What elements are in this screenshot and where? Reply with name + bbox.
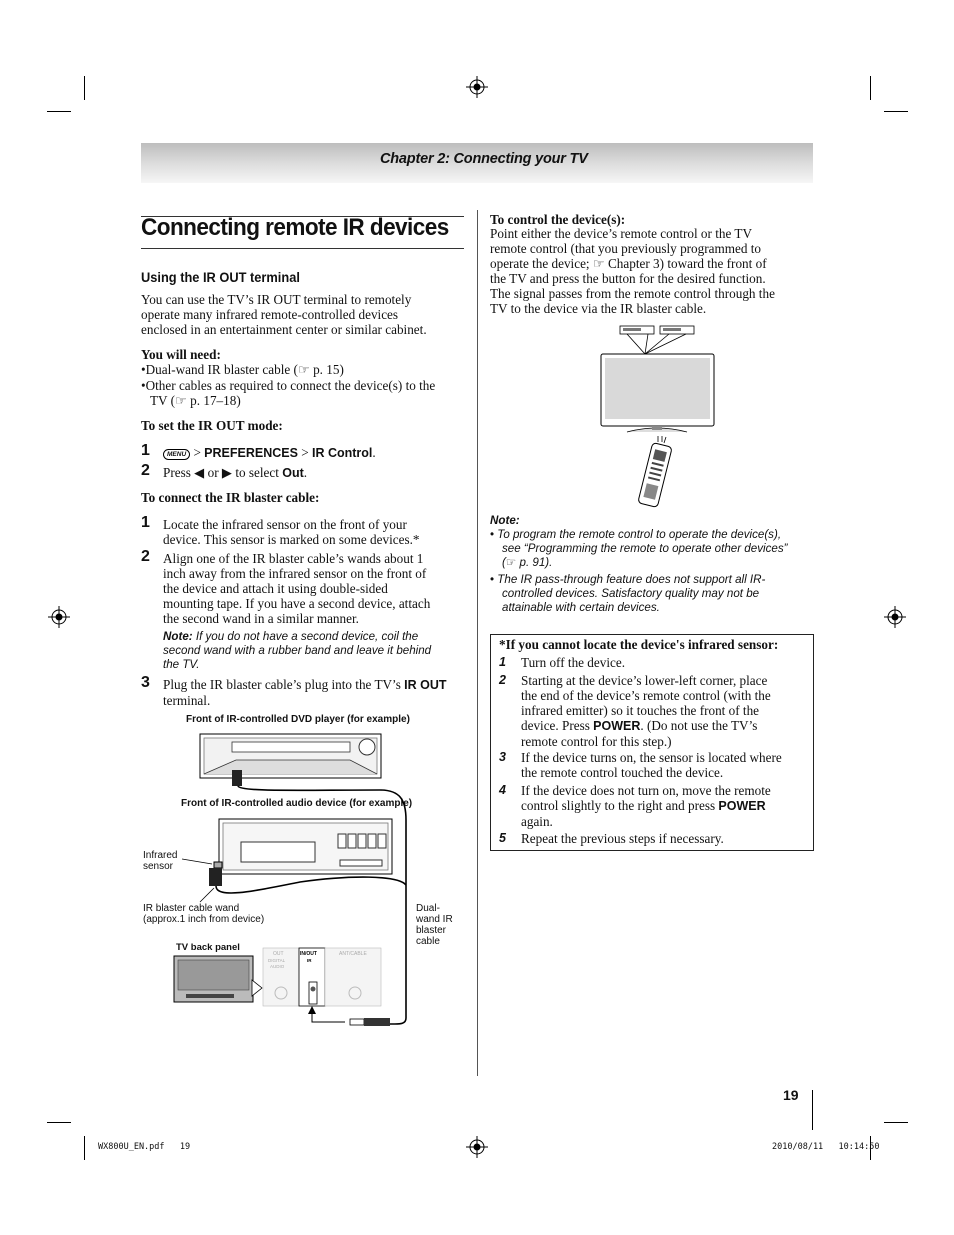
wand-label: IR blaster cable wand (approx.1 inch from device) (143, 903, 265, 925)
intro-paragraph: You can use the TV’s IR OUT terminal to remotely operate many infrared remote-controlled devices enclosed in an entertainment center or similar cabinet. (141, 292, 427, 337)
crop-mark (47, 1122, 71, 1123)
box-step-4: If the device does not turn on, move the remote control slightly to the right and press POWER again. (521, 783, 771, 829)
column-divider (477, 210, 478, 1076)
port-label: ANT/CABLE (339, 951, 367, 957)
set-step-2: Press ◀ or ▶ to select Out. (163, 465, 308, 480)
right-arrow-icon: ▶ (221, 465, 233, 480)
step-number: 1 (141, 514, 150, 531)
step-number: 2 (141, 462, 150, 479)
title-rule-bottom (141, 248, 464, 249)
step-number: 5 (499, 831, 506, 845)
set-step-1: MENU > PREFERENCES > IR Control. (163, 445, 376, 461)
set-heading: To set the IR OUT mode: (141, 418, 283, 433)
crop-mark (884, 111, 908, 112)
ir-wand (209, 868, 222, 886)
chapter-header (141, 143, 813, 183)
connect-step-3: Plug the IR blaster cable’s plug into the TV’s IR OUT terminal. (163, 677, 447, 708)
infrared-sensor-label: Infrared sensor (143, 850, 178, 872)
reference-hand-icon: ☞ (505, 556, 517, 569)
dvd-caption: Front of IR-controlled DVD player (for example) (186, 714, 410, 725)
port-label: OUT (273, 951, 284, 957)
reference-hand-icon: ☞ (592, 256, 605, 271)
connect-heading: To connect the IR blaster cable: (141, 490, 320, 505)
crop-mark (84, 76, 85, 100)
reference-hand-icon: ☞ (297, 362, 310, 377)
port-label: AUDIO (270, 964, 285, 969)
audio-caption: Front of IR-controlled audio device (for example) (181, 798, 413, 809)
connect-step-1: Locate the infrared sensor on the front of your device. This sensor is marked on some devices.* (163, 517, 420, 547)
menu-button-icon: MENU (163, 449, 190, 460)
step-number: 1 (141, 442, 150, 459)
ir-blaster-diagram (170, 728, 420, 1033)
step-number: 4 (499, 783, 506, 797)
crop-mark (870, 76, 871, 100)
step2-note: Note: If you do not have a second device, coil the second wand with a rubber band and leave it behind the TV. (163, 630, 432, 671)
registration-mark-icon (884, 606, 906, 628)
step-number: 3 (141, 674, 150, 691)
ir-wand (232, 770, 242, 786)
footer-file: WX800U_EN.pdf 19 (98, 1142, 191, 1152)
box-step-5: Repeat the previous steps if necessary. (521, 831, 724, 846)
connect-step-2: Align one of the IR blaster cable’s wands about 1 inch away from the infrared sensor on the front of the device and attach it using double-sided mounting tape. If you have a second device, attach the second wand in a similar manner. (163, 551, 431, 626)
crop-mark (84, 1136, 85, 1160)
registration-mark-icon (48, 606, 70, 628)
dual-wand-label: Dual- wand IR blaster cable (416, 903, 453, 947)
registration-mark-icon (466, 76, 488, 98)
port-label: IN/OUT (300, 951, 317, 957)
need-heading: You will need: (141, 347, 221, 362)
footer-timestamp: 2010/08/11 10:14:50 (772, 1142, 880, 1152)
registration-mark-icon (466, 1136, 488, 1158)
right-notes: Note: • To program the remote control to operate the device(s), see “Programming the remote to operate other devices” (☞ p. 91). • The IR pass-through feature does not support all IR- controlled devices. Satisfactory quality may not be attainable with certain devices. (490, 514, 788, 614)
page-number-rule (812, 1090, 813, 1130)
list-item: TV (☞ p. 17–18) (150, 393, 241, 408)
step-number: 3 (499, 750, 506, 764)
step-number: 2 (499, 673, 506, 687)
step-number: 1 (499, 655, 506, 669)
list-item: •Other cables as required to connect the device(s) to the (141, 378, 436, 393)
page-number: 19 (783, 1087, 799, 1103)
reference-hand-icon: ☞ (175, 393, 187, 408)
step-number: 2 (141, 548, 150, 565)
page-title: Connecting remote IR devices (141, 214, 449, 241)
infrared-sensor (214, 862, 222, 868)
box-step-2: Starting at the device’s lower-left corner, place the end of the device’s remote control (with the infrared emitter) so it touches the front of the device. Press POWER. (Do not use the TV’s remote control for this step.) (521, 673, 771, 749)
box-step-3: If the device turns on, the sensor is located where the remote control touched the device. (521, 750, 782, 780)
port-label: IR (307, 958, 312, 963)
remote-control (638, 443, 672, 508)
left-arrow-icon: ◀ (194, 465, 205, 480)
list-item: •Dual-wand IR blaster cable (☞ p. 15) (141, 362, 344, 377)
box-heading: *If you cannot locate the device's infrared sensor: (499, 637, 779, 652)
section-heading: Using the IR OUT terminal (141, 270, 300, 285)
control-heading: To control the device(s): (490, 212, 626, 227)
crop-mark (884, 1122, 908, 1123)
tv-back-panel-caption: TV back panel (176, 942, 240, 953)
control-paragraph: Point either the device’s remote control or the TV remote control (that you previously programmed to operate the device; ☞ Chapter 3) toward the front of the TV and press the button for the desired function. The signal passes from the remote control through the TV to the device via the IR blaster cable. (490, 226, 775, 316)
need-list (141, 362, 471, 408)
box-step-1: Turn off the device. (521, 655, 626, 670)
chapter-title: Chapter 2: Connecting your TV (380, 151, 588, 167)
tv-remote-diagram (596, 322, 720, 512)
crop-mark (47, 111, 71, 112)
port-label: DIGITAL (268, 958, 286, 963)
